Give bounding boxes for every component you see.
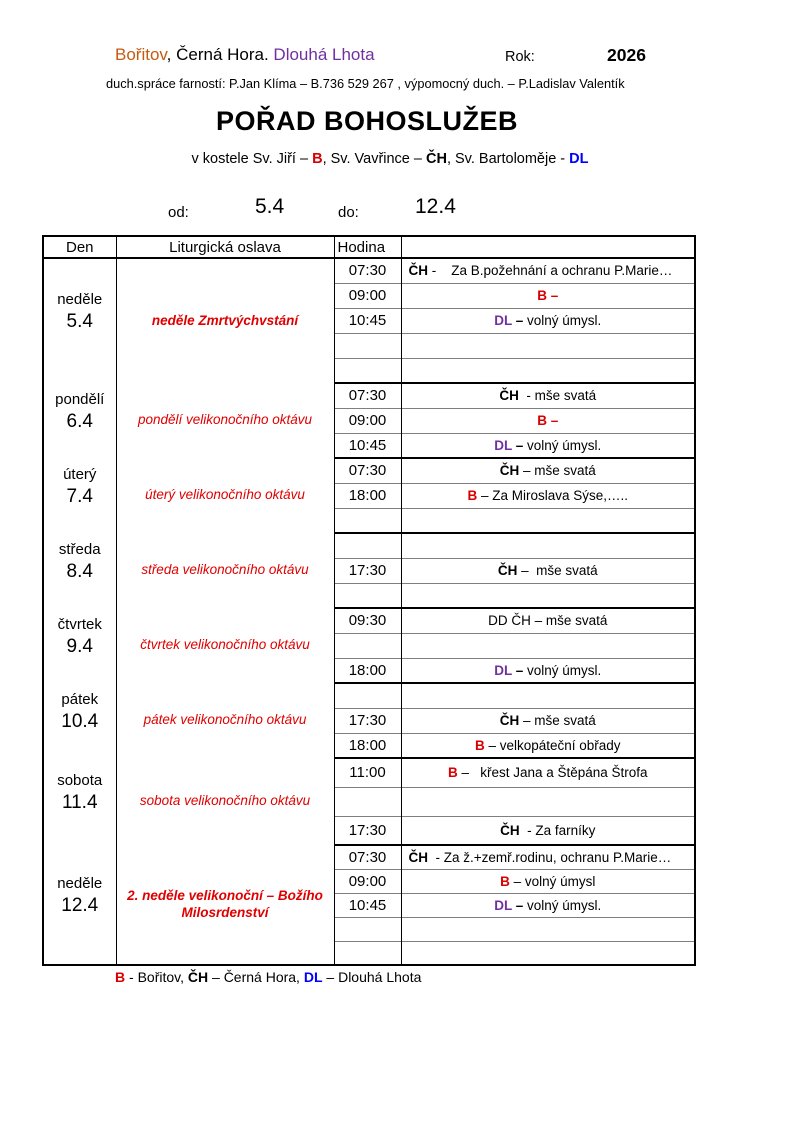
service-description-cell bbox=[401, 708, 695, 733]
service-description-cell bbox=[401, 333, 695, 358]
time-cell: 09:00 bbox=[334, 869, 401, 893]
day-date: 9.4 bbox=[66, 635, 93, 657]
time-cell bbox=[334, 333, 401, 358]
text-segment: B bbox=[312, 151, 323, 167]
liturgical-feast-cell bbox=[116, 608, 334, 683]
day-block bbox=[44, 616, 116, 658]
text-segment: B bbox=[467, 488, 478, 503]
liturgical-feast-text: pondělí velikonočního oktávu bbox=[137, 412, 313, 428]
year-value: 2026 bbox=[607, 45, 646, 65]
service-description-cell bbox=[401, 583, 695, 608]
day-cell bbox=[43, 845, 116, 965]
day-name: úterý bbox=[63, 465, 97, 483]
text-segment: DL bbox=[494, 437, 512, 453]
text-segment: , Černá Hora. bbox=[166, 45, 274, 64]
day-block bbox=[44, 466, 116, 508]
text-segment: Bořitov bbox=[115, 45, 167, 64]
service-description-cell bbox=[401, 558, 695, 583]
time-cell: 10:45 bbox=[334, 433, 401, 458]
service-description-cell bbox=[401, 408, 695, 433]
text-segment: – bbox=[511, 313, 524, 328]
text-segment: ČH bbox=[499, 463, 520, 479]
abbreviation-legend bbox=[115, 969, 421, 985]
time-cell: 07:30 bbox=[334, 845, 401, 869]
service-description-cell bbox=[401, 383, 695, 408]
time-cell bbox=[334, 917, 401, 941]
table-row bbox=[43, 758, 695, 787]
text-segment: ČH bbox=[497, 563, 518, 578]
text-segment: DL bbox=[303, 969, 323, 985]
time-cell: 17:30 bbox=[334, 816, 401, 845]
day-name: sobota bbox=[57, 771, 103, 789]
time-cell: 09:00 bbox=[334, 408, 401, 433]
day-cell bbox=[43, 683, 116, 758]
text-segment: ČH bbox=[408, 849, 428, 865]
text-segment: B bbox=[500, 873, 510, 889]
time-cell: 07:30 bbox=[334, 383, 401, 408]
service-description-cell bbox=[401, 283, 695, 308]
text-segment: – Černá Hora, bbox=[208, 969, 304, 985]
service-description-cell bbox=[401, 816, 695, 845]
service-description-cell bbox=[401, 758, 695, 787]
time-cell bbox=[334, 533, 401, 558]
day-name: čtvrtek bbox=[57, 615, 102, 633]
service-description-cell bbox=[401, 608, 695, 633]
text-segment: DL bbox=[494, 313, 512, 328]
time-cell: 11:00 bbox=[334, 758, 401, 787]
service-description-cell bbox=[401, 358, 695, 383]
header-cell-den: Den bbox=[43, 236, 116, 258]
time-cell: 10:45 bbox=[334, 893, 401, 917]
page-title: POŘAD BOHOSLUŽEB bbox=[215, 106, 518, 136]
text-segment: ČH bbox=[187, 969, 209, 985]
liturgical-feast-cell bbox=[116, 458, 334, 533]
liturgical-feast-cell bbox=[116, 758, 334, 845]
day-cell bbox=[43, 458, 116, 533]
text-segment: volný úmysl. bbox=[523, 897, 602, 913]
text-segment: – mše svatá bbox=[517, 563, 598, 578]
service-description-cell bbox=[401, 917, 695, 941]
text-segment: - Bořitov, bbox=[125, 969, 188, 985]
liturgical-feast-text: sobota velikonočního oktávu bbox=[139, 793, 311, 809]
time-cell: 18:00 bbox=[334, 658, 401, 683]
text-segment: – mše svatá bbox=[519, 713, 596, 728]
service-description-cell bbox=[401, 483, 695, 508]
text-segment: , Sv. Bartoloměje - bbox=[446, 151, 570, 167]
date-from-label: od: bbox=[168, 204, 189, 221]
text-segment: volný úmysl. bbox=[523, 313, 602, 328]
day-block bbox=[44, 875, 116, 917]
liturgical-feast-text: čtvrtek velikonočního oktávu bbox=[140, 637, 310, 653]
liturgical-feast-text: pátek velikonočního oktávu bbox=[143, 712, 307, 728]
table-row bbox=[43, 845, 695, 869]
time-cell bbox=[334, 941, 401, 965]
text-segment: - Za B.požehnání a ochranu P.Marie… bbox=[428, 263, 673, 279]
liturgical-feast-text: neděle Zmrtvýchvstání bbox=[151, 312, 299, 328]
text-segment: volný úmysl. bbox=[523, 437, 602, 453]
table-row bbox=[43, 608, 695, 633]
day-date: 6.4 bbox=[66, 410, 93, 432]
liturgical-feast-cell bbox=[116, 383, 334, 458]
day-block bbox=[44, 691, 116, 733]
text-segment: – mše svatá bbox=[519, 463, 596, 479]
service-description-cell bbox=[401, 308, 695, 333]
day-cell bbox=[43, 258, 116, 383]
text-segment: ČH bbox=[426, 151, 447, 167]
time-cell: 18:00 bbox=[334, 733, 401, 758]
service-description-cell bbox=[401, 658, 695, 683]
clergy-info-line: duch.spráce farností: P.Jan Klíma – B.736 529 267 , výpomocný duch. – P.Ladislav Valentík bbox=[106, 76, 625, 91]
day-date: 8.4 bbox=[66, 560, 93, 582]
header-cell-popis bbox=[401, 236, 695, 258]
service-description-cell bbox=[401, 893, 695, 917]
day-cell bbox=[43, 383, 116, 458]
schedule-table bbox=[42, 235, 696, 966]
liturgical-feast-text: středa velikonočního oktávu bbox=[141, 562, 309, 578]
text-segment: – velkopáteční obřady bbox=[484, 737, 621, 753]
day-name: středa bbox=[58, 540, 101, 558]
service-description-cell bbox=[401, 845, 695, 869]
service-description-cell bbox=[401, 258, 695, 283]
text-segment: – bbox=[511, 662, 524, 678]
day-date: 10.4 bbox=[61, 710, 99, 732]
day-date: 7.4 bbox=[66, 485, 93, 507]
text-segment: – Za Miroslava Sýse,….. bbox=[477, 488, 629, 503]
year-label: Rok: bbox=[505, 49, 535, 65]
table-header-row bbox=[43, 236, 695, 258]
day-cell bbox=[43, 533, 116, 608]
day-date: 12.4 bbox=[61, 894, 99, 916]
service-description-cell bbox=[401, 508, 695, 533]
service-description-cell bbox=[401, 633, 695, 658]
liturgical-feast-text: úterý velikonočního oktávu bbox=[145, 487, 305, 503]
day-cell bbox=[43, 608, 116, 683]
text-segment: DL bbox=[569, 151, 589, 167]
text-segment: - Za ž.+zemř.rodinu, ochranu P.Marie… bbox=[428, 849, 672, 865]
time-cell: 17:30 bbox=[334, 558, 401, 583]
day-block bbox=[44, 541, 116, 583]
text-segment: B bbox=[474, 737, 485, 753]
time-cell bbox=[334, 787, 401, 816]
date-from-value: 5.4 bbox=[255, 195, 285, 218]
service-description-cell bbox=[401, 433, 695, 458]
table-row bbox=[43, 458, 695, 483]
date-to-value: 12.4 bbox=[415, 195, 456, 218]
liturgical-feast-cell bbox=[116, 533, 334, 608]
parish-towns-line bbox=[115, 45, 375, 65]
liturgical-feast-text: 2. neděle velikonoční – Božího Milosrdenství bbox=[127, 887, 323, 920]
time-cell bbox=[334, 583, 401, 608]
text-segment: - mše svatá bbox=[518, 388, 597, 404]
text-segment: – bbox=[511, 437, 524, 453]
text-segment: B bbox=[115, 969, 126, 985]
table-row bbox=[43, 258, 695, 283]
time-cell: 07:30 bbox=[334, 258, 401, 283]
service-description-cell bbox=[401, 733, 695, 758]
service-description-cell bbox=[401, 787, 695, 816]
day-name: pátek bbox=[61, 690, 99, 708]
text-segment: ČH bbox=[408, 263, 428, 279]
time-cell bbox=[334, 358, 401, 383]
service-description-cell bbox=[401, 869, 695, 893]
text-segment: DL bbox=[494, 662, 512, 678]
text-segment: B bbox=[447, 765, 458, 781]
time-cell bbox=[334, 683, 401, 708]
day-block bbox=[44, 291, 116, 333]
time-cell: 18:00 bbox=[334, 483, 401, 508]
text-segment: B – bbox=[537, 413, 559, 428]
time-cell: 17:30 bbox=[334, 708, 401, 733]
service-description-cell bbox=[401, 683, 695, 708]
text-segment: – volný úmysl bbox=[509, 873, 596, 889]
day-cell bbox=[43, 758, 116, 845]
text-segment: ČH bbox=[500, 822, 520, 838]
text-segment: DD ČH – mše svatá bbox=[488, 613, 608, 629]
time-cell bbox=[334, 508, 401, 533]
text-segment: Dlouhá Lhota bbox=[273, 45, 375, 64]
text-segment: – Dlouhá Lhota bbox=[322, 969, 422, 985]
churches-subtitle bbox=[0, 151, 780, 167]
liturgical-feast-cell bbox=[116, 845, 334, 965]
text-segment: - Za farníky bbox=[519, 822, 596, 838]
service-description-cell bbox=[401, 533, 695, 558]
table-row bbox=[43, 383, 695, 408]
header-cell-hodina: Hodina bbox=[334, 236, 401, 258]
header-cell-oslava: Liturgická oslava bbox=[116, 236, 334, 258]
schedule-table-container bbox=[42, 235, 696, 966]
service-description-cell bbox=[401, 941, 695, 965]
text-segment: DL bbox=[494, 897, 512, 913]
text-segment: , Sv. Vavřince – bbox=[322, 151, 426, 167]
time-cell: 09:30 bbox=[334, 608, 401, 633]
day-block bbox=[44, 391, 116, 433]
liturgical-feast-cell bbox=[116, 683, 334, 758]
text-segment: v kostele Sv. Jiří – bbox=[191, 151, 313, 167]
day-name: neděle bbox=[57, 874, 103, 892]
day-date: 11.4 bbox=[61, 791, 98, 813]
service-description-cell bbox=[401, 458, 695, 483]
liturgical-feast-cell bbox=[116, 258, 334, 383]
text-segment: B – bbox=[537, 288, 559, 303]
time-cell: 10:45 bbox=[334, 308, 401, 333]
day-name: neděle bbox=[57, 291, 103, 308]
day-name: pondělí bbox=[55, 390, 105, 408]
time-cell bbox=[334, 633, 401, 658]
table-row bbox=[43, 683, 695, 708]
day-block bbox=[44, 772, 116, 814]
text-segment: ČH bbox=[499, 388, 519, 404]
table-row bbox=[43, 533, 695, 558]
text-segment: ČH bbox=[499, 713, 520, 728]
day-date: 5.4 bbox=[66, 311, 93, 332]
text-segment: – křest Jana a Štěpána Štrofa bbox=[457, 765, 648, 781]
time-cell: 07:30 bbox=[334, 458, 401, 483]
text-segment: – bbox=[511, 897, 524, 913]
text-segment: volný úmysl. bbox=[523, 662, 602, 678]
date-to-label: do: bbox=[338, 204, 359, 221]
time-cell: 09:00 bbox=[334, 283, 401, 308]
